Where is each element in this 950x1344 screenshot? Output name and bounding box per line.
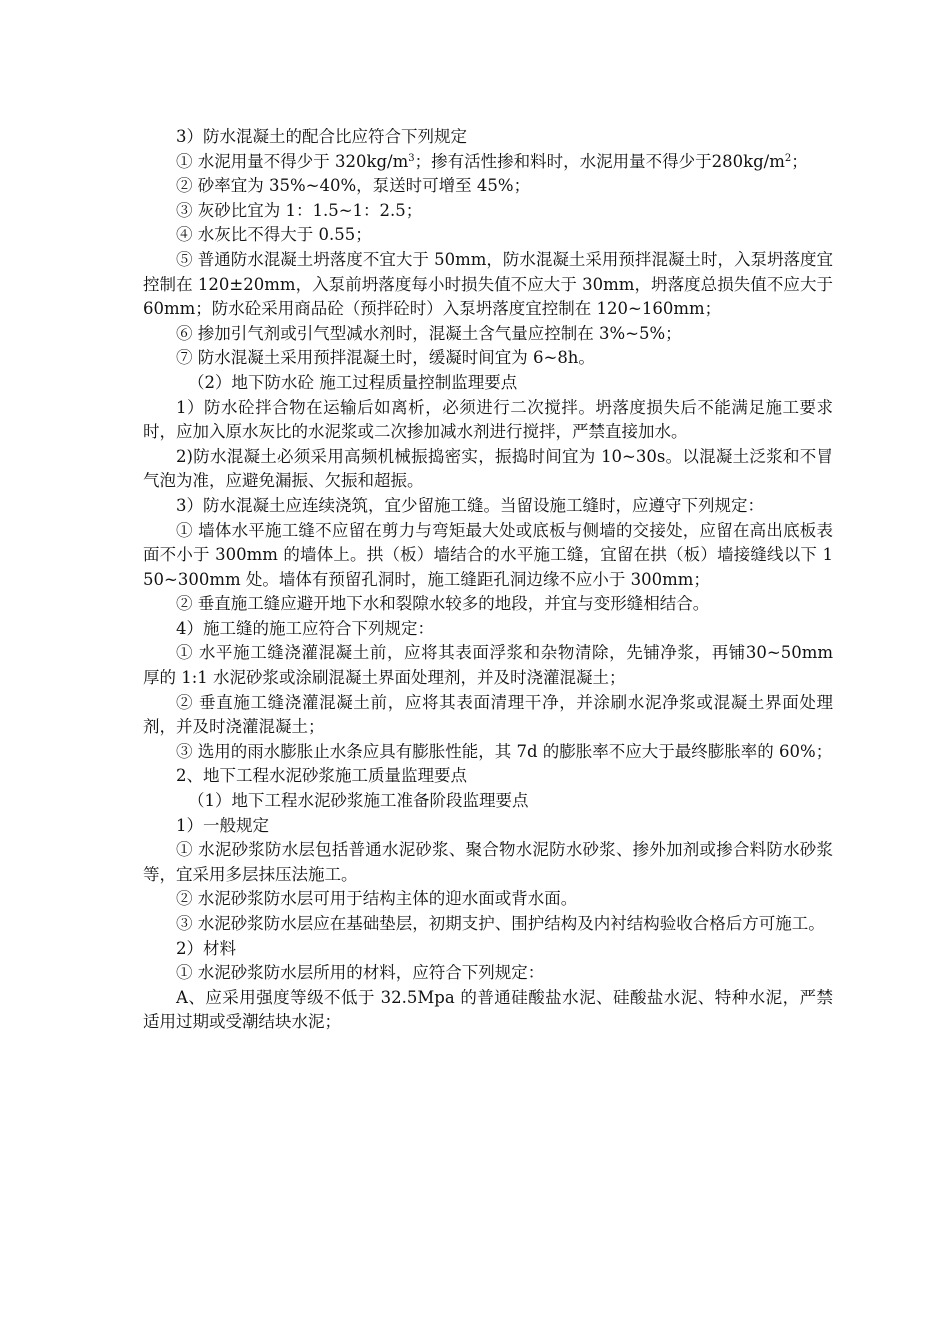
paragraph-lime-sand-ratio: ③ 灰砂比宜为 1：1.5~1：2.5；: [176, 200, 423, 220]
paragraph-slump: ⑤ 普通防水混凝土坍落度不宜大于 50mm，防水混凝土采用预拌混凝土时，入泵坍落度宜控制在 120±20mm，入泵前坍落度每小时损失值不应大于 30mm，坍落度总损失值不应大于 60mm；防水砼采用商品砼（预拌砼时）入泵坍落度宜控制在 120~160mm；: [143, 249, 833, 319]
paragraph-waterstop-strip: ③ 选用的雨水膨胀止水条应具有膨胀性能，其 7d 的膨胀率不应大于最终膨胀率的 60%；: [176, 741, 833, 761]
paragraph-joint-construction-rules: 4）施工缝的施工应符合下列规定：: [176, 618, 434, 638]
paragraph-mortar-types: ① 水泥砂浆防水层包括普通水泥砂浆、聚合物水泥防水砂浆、掺外加剂或掺合料防水砂浆等，宜采用多层抹压法施工。: [143, 840, 833, 884]
paragraph-horizontal-joint-position: ① 墙体水平施工缝不应留在剪力与弯矩最大处或底板与侧墙的交接处，应留在高出底板表面不小于 300mm 的墙体上。拱（板）墙结合的水平施工缝，宜留在拱（板）墙接缝线以下 150~300mm 处。墙体有预留孔洞时，施工缝距孔洞边缘不应小于 300mm；: [143, 520, 833, 589]
paragraph-vertical-joint-position: ② 垂直施工缝应避开地下水和裂隙水较多的地段，并宜与变形缝相结合。: [176, 594, 710, 614]
section-heading-construction-control: （2）地下防水砼 施工过程质量控制监理要点: [188, 372, 518, 392]
paragraph-materials-heading: 2）材料: [176, 938, 236, 958]
paragraph-cement-grade: A、应采用强度等级不低于 32.5Mpa 的普通硅酸盐水泥、硅酸盐水泥、特种水泥，严禁适用过期或受潮结块水泥；: [143, 987, 833, 1032]
paragraph-mortar-application-face: ② 水泥砂浆防水层可用于结构主体的迎水面或背水面。: [176, 889, 578, 909]
paragraph-mix-ratio-heading: 3）防水混凝土的配合比应符合下列规定: [176, 127, 467, 146]
document-body: [143, 125, 833, 1035]
cement-dosage-text-3: ；: [791, 151, 808, 171]
section-heading-mortar-preparation: （1）地下工程水泥砂浆施工准备阶段监理要点: [188, 791, 529, 811]
cement-dosage-text-1: ① 水泥用量不得少于 320kg/m: [176, 151, 409, 171]
paragraph-setting-time: ⑦ 防水混凝土采用预拌混凝土时，缓凝时间宜为 6~8h。: [176, 348, 595, 368]
paragraph-vertical-joint-pouring: ② 垂直施工缝浇灌混凝土前，应将其表面清理干净，并涂刷水泥净浆或混凝土界面处理剂，并及时浇灌混凝土；: [143, 692, 833, 737]
paragraph-air-content: ⑥ 掺加引气剂或引气型减水剂时，混凝土含气量应控制在 3%~5%；: [176, 323, 682, 343]
paragraph-cement-dosage: [143, 150, 833, 175]
paragraph-horizontal-joint-pouring: ① 水平施工缝浇灌混凝土前，应将其表面浮浆和杂物清除，先铺净浆，再铺30~50mm 厚的 1:1 水泥砂浆或涂刷混凝土界面处理剂，并及时浇灌混凝土；: [143, 643, 833, 688]
paragraph-materials-rules: ① 水泥砂浆防水层所用的材料，应符合下列规定：: [176, 963, 545, 983]
paragraph-general-rules: 1）一般规定: [176, 815, 269, 835]
paragraph-secondary-mixing: 1）防水砼拌合物在运输后如离析，必须进行二次搅拌。坍落度损失后不能满足施工要求时，应加入原水灰比的水泥浆或二次掺加减水剂进行搅拌，严禁直接加水。: [143, 397, 833, 442]
section-heading-cement-mortar: 2、地下工程水泥砂浆施工质量监理要点: [176, 766, 467, 786]
paragraph-water-cement-ratio: ④ 水灰比不得大于 0.55；: [176, 225, 372, 245]
cement-dosage-text-2: ；掺有活性掺和料时，水泥用量不得少于280kg/m: [414, 151, 785, 171]
unit-superscript-2: 2: [784, 152, 792, 164]
unit-superscript-3: 3: [408, 152, 415, 164]
paragraph-vibration: 2)防水混凝土必须采用高频机械振捣密实，振捣时间宜为 10~30s。以混凝土泛浆和不冒气泡为准，应避免漏振、欠振和超振。: [143, 446, 833, 491]
paragraph-sand-ratio: ② 砂率宜为 35%~40%，泵送时可增至 45%；: [176, 176, 531, 196]
paragraph-mortar-precondition: ③ 水泥砂浆防水层应在基础垫层，初期支护、围护结构及内衬结构验收合格后方可施工。: [176, 914, 825, 933]
paragraph-continuous-pouring: 3）防水混凝土应连续浇筑，宜少留施工缝。当留设施工缝时，应遵守下列规定：: [176, 495, 764, 515]
